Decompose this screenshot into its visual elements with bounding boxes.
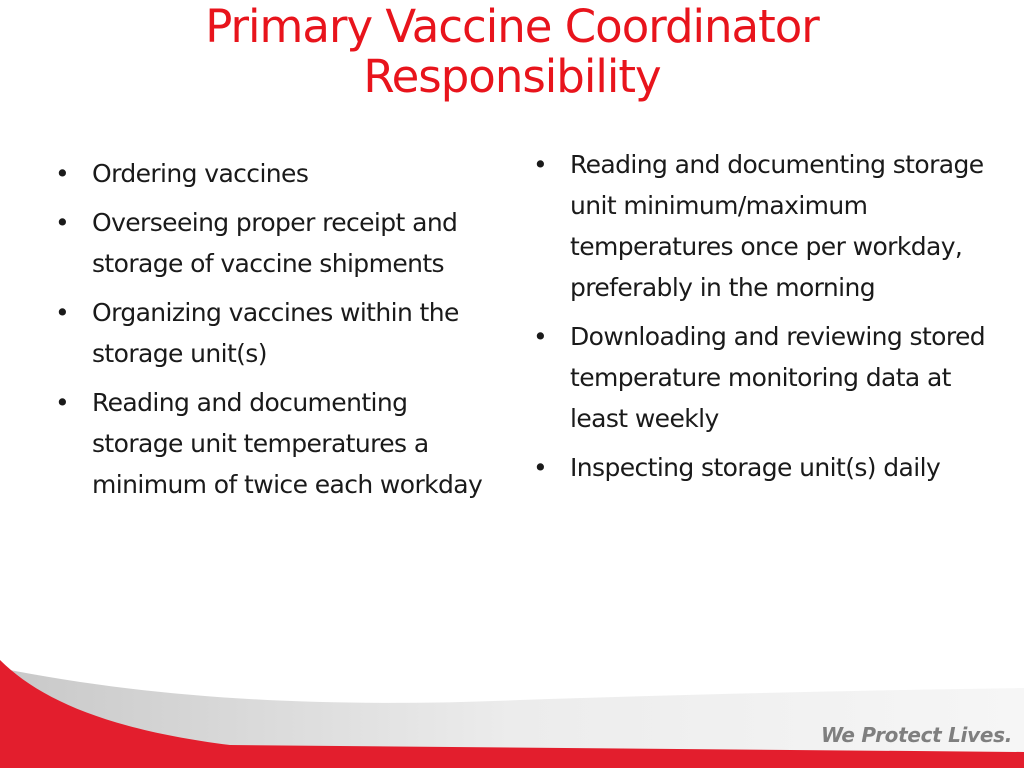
list-item-text: Reading and documenting storage unit temperatures a minimum of twice each workday [92,388,483,499]
list-item-text: Overseeing proper receipt and storage of vaccine shipments [92,208,458,278]
bullet-icon: • [533,453,548,482]
slide-title-line-2: Responsibility [363,50,661,103]
footer-tagline: We Protect Lives. [820,723,1012,747]
bullet-icon: • [55,208,70,237]
list-item-text: Organizing vaccines within the storage unit(s) [92,298,459,368]
list-item-text: Downloading and reviewing stored temperature monitoring data at least weekly [570,322,986,433]
bullet-icon: • [533,150,548,179]
bullet-icon: • [55,388,70,417]
bullet-icon: • [55,298,70,327]
bullet-icon: • [533,322,548,351]
list-item-text: Inspecting storage unit(s) daily [570,453,941,482]
list-item-text: Reading and documenting storage unit minimum/maximum temperatures once per workday, preferably in the morning [570,150,984,302]
bullet-icon: • [55,159,70,188]
list-item-text: Ordering vaccines [92,159,309,188]
slide-title-line-1: Primary Vaccine Coordinator [205,0,819,53]
